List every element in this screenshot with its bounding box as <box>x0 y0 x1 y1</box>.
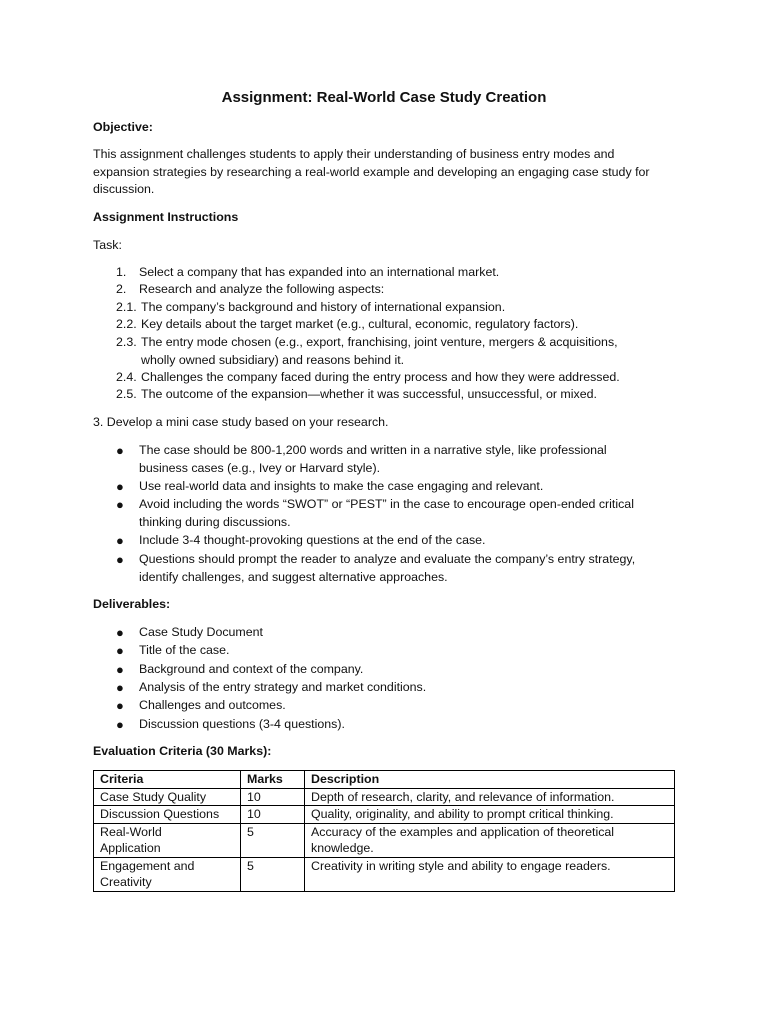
bullet-icon: ● <box>116 717 124 732</box>
evaluation-heading: Evaluation Criteria (30 Marks): <box>93 744 272 758</box>
table-row <box>94 857 675 891</box>
deliverables-heading: Deliverables: <box>93 597 171 611</box>
bullet-text <box>139 496 669 531</box>
cell-line: Creativity <box>100 875 152 889</box>
objective-line: expansion strategies by researching a real-world example and developing an engaging case study for <box>93 164 650 179</box>
objective-paragraph <box>93 146 683 199</box>
cell-line: Quality, originality, and ability to prompt critical thinking. <box>311 807 614 821</box>
marks-cell: 10 <box>241 788 305 806</box>
marks-cell: 10 <box>241 806 305 824</box>
sub-number: 2.4. <box>116 370 137 384</box>
sub-text: The outcome of the expansion—whether it was successful, unsuccessful, or mixed. <box>141 387 597 401</box>
marks-cell: 5 <box>241 857 305 891</box>
description-cell <box>305 788 675 806</box>
bullet-line: The case should be 800-1,200 words and written in a narrative style, like professional <box>139 443 607 457</box>
deliverable-text: Title of the case. <box>139 643 230 657</box>
sub-text-line: The entry mode chosen (e.g., export, franchising, joint venture, mergers & acquisitions, <box>141 335 618 349</box>
table-header-row <box>94 771 675 789</box>
bullet-line: thinking during discussions. <box>139 514 291 529</box>
bullet-line: Avoid including the words “SWOT” or “PEST” in the case to encourage open-ended critical <box>139 497 634 511</box>
criteria-cell <box>94 823 241 857</box>
table-row <box>94 788 675 806</box>
marks-cell: 5 <box>241 823 305 857</box>
bullet-icon: ● <box>116 625 124 640</box>
column-header: Description <box>305 771 675 789</box>
sub-text <box>141 334 671 369</box>
cell-line: Case Study Quality <box>100 789 207 804</box>
evaluation-table <box>93 770 675 892</box>
sub-text: Key details about the target market (e.g., cultural, economic, regulatory factors). <box>141 317 579 331</box>
criteria-cell <box>94 857 241 891</box>
description-cell <box>305 806 675 824</box>
cell-line: Application <box>100 841 161 855</box>
sub-number: 2.1. <box>116 300 137 314</box>
deliverable-text: Challenges and outcomes. <box>139 698 286 712</box>
bullet-icon: ● <box>116 443 124 458</box>
sub-number: 2.5. <box>116 387 137 401</box>
bullet-icon: ● <box>116 662 124 677</box>
bullet-icon: ● <box>116 533 124 548</box>
bullet-icon: ● <box>116 552 124 567</box>
cell-line: Engagement and <box>100 858 195 873</box>
column-header: Criteria <box>94 771 241 789</box>
bullet-icon: ● <box>116 680 124 695</box>
bullet-text <box>139 551 669 586</box>
sub-number: 2.2. <box>116 317 137 331</box>
bullet-icon: ● <box>116 643 124 658</box>
sub-text: Challenges the company faced during the entry process and how they were addressed. <box>141 370 620 384</box>
deliverable-text: Discussion questions (3-4 questions). <box>139 717 345 731</box>
objective-heading: Objective: <box>93 120 153 134</box>
cell-line: Real-World <box>100 824 162 839</box>
cell-line: Discussion Questions <box>100 807 220 821</box>
sub-number: 2.3. <box>116 335 137 349</box>
bullet-line: Questions should prompt the reader to analyze and evaluate the company’s entry strategy, <box>139 552 636 566</box>
list-number: 1. <box>116 265 127 279</box>
list-number: 2. <box>116 282 127 296</box>
objective-line: discussion. <box>93 182 155 197</box>
list-text: Select a company that has expanded into an international market. <box>139 265 500 279</box>
cell-line: Accuracy of the examples and application of theoretical <box>311 824 615 839</box>
task-label: Task: <box>93 238 122 252</box>
cell-line: knowledge. <box>311 841 374 855</box>
instructions-heading: Assignment Instructions <box>93 210 239 224</box>
description-cell <box>305 857 675 891</box>
bullet-text: Include 3-4 thought-provoking questions at the end of the case. <box>139 533 486 547</box>
bullet-line: business cases (e.g., Ivey or Harvard style). <box>139 460 381 475</box>
table-row <box>94 823 675 857</box>
step-three: 3. Develop a mini case study based on your research. <box>93 415 389 429</box>
list-text: Research and analyze the following aspects: <box>139 282 385 296</box>
description-cell <box>305 823 675 857</box>
bullet-icon: ● <box>116 497 124 512</box>
table-row <box>94 806 675 824</box>
bullet-text <box>139 442 669 477</box>
sub-text: The company’s background and history of international expansion. <box>141 300 506 314</box>
criteria-cell <box>94 806 241 824</box>
column-header: Marks <box>241 771 305 789</box>
cell-line: Creativity in writing style and ability to engage readers. <box>311 858 611 873</box>
bullet-icon: ● <box>116 479 124 494</box>
deliverable-text: Analysis of the entry strategy and market conditions. <box>139 680 427 694</box>
criteria-cell <box>94 788 241 806</box>
bullet-text: Use real-world data and insights to make the case engaging and relevant. <box>139 479 544 493</box>
sub-text-line: wholly owned subsidiary) and reasons behind it. <box>141 352 405 367</box>
page-title: Assignment: Real-World Case Study Creation <box>221 89 547 106</box>
deliverable-text: Case Study Document <box>139 625 263 639</box>
objective-line: This assignment challenges students to apply their understanding of business entry modes and <box>93 147 615 161</box>
bullet-icon: ● <box>116 698 124 713</box>
bullet-line: identify challenges, and suggest alternative approaches. <box>139 569 448 584</box>
deliverable-text: Background and context of the company. <box>139 662 364 676</box>
cell-line: Depth of research, clarity, and relevance of information. <box>311 789 615 804</box>
